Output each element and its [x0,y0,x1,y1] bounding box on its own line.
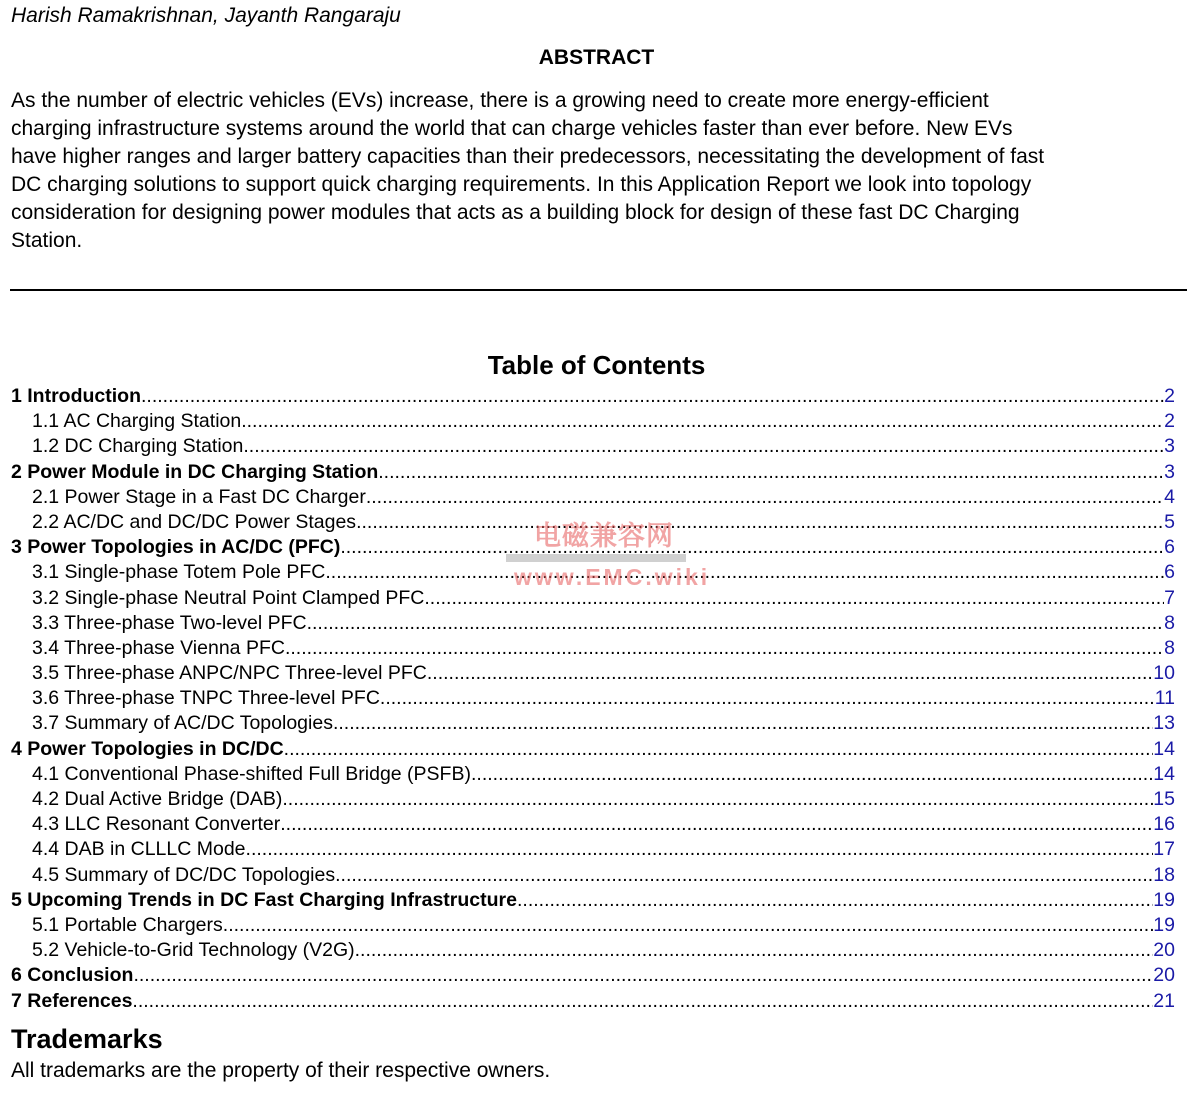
toc-leader-dots [355,939,1154,962]
abstract-line: have higher ranges and larger battery capacities than their predecessors, necessitating the development of fast [11,145,1045,168]
toc-entry-label[interactable]: 4.4 DAB in CLLLC Mode [32,838,246,861]
toc-leader-dots [427,662,1153,685]
toc-entry-label[interactable]: 6 Conclusion [11,964,134,987]
toc-leader-dots [517,889,1153,912]
toc-entry[interactable] [11,536,1175,561]
toc-entry-label[interactable]: 3.2 Single-phase Neutral Point Clamped PFC [32,586,425,609]
toc-entry-label[interactable]: 4.1 Conventional Phase-shifted Full Bridge (PSFB) [32,762,471,785]
toc-leader-dots [340,536,1164,559]
trademarks-heading: Trademarks [11,1024,163,1054]
toc-entry[interactable] [11,435,1175,460]
toc-entry[interactable] [11,990,1175,1015]
abstract-line: consideration for designing power modules that acts as a building block for design of these fast DC Charging [11,201,1020,224]
toc-entry-label[interactable]: 5 Upcoming Trends in DC Fast Charging Infrastructure [11,888,517,911]
section-divider [10,289,1187,291]
toc-entry-label[interactable]: 3.3 Three-phase Two-level PFC [32,611,307,634]
toc-page-link[interactable]: 6 [1164,536,1175,559]
toc-page-link[interactable]: 19 [1153,913,1175,936]
authors: Harish Ramakrishnan, Jayanth Rangaraju [11,4,401,27]
toc-entry[interactable] [11,939,1175,964]
toc-heading: Table of Contents [487,350,706,380]
toc-leader-dots [424,587,1164,610]
toc-leader-dots [141,385,1164,408]
toc-page-link[interactable]: 8 [1164,611,1175,634]
toc-entry[interactable] [11,612,1175,637]
toc-entry[interactable] [11,511,1175,536]
toc-leader-dots [223,914,1154,937]
toc-entry[interactable] [11,637,1175,662]
toc-leader-dots [241,410,1164,433]
toc-page-link[interactable]: 2 [1164,385,1175,407]
toc-page-link[interactable]: 20 [1153,939,1175,962]
toc-entry-label[interactable]: 2 Power Module in DC Charging Station [11,460,379,483]
watermark-url-text: www.EMC.wiki [514,564,711,590]
toc-entry[interactable] [11,486,1175,511]
toc-leader-dots [285,637,1164,660]
toc-entry[interactable] [11,385,1175,410]
toc-entry-label[interactable]: 4.2 Dual Active Bridge (DAB) [32,788,283,810]
toc-entry-label[interactable]: 1 Introduction [11,385,141,407]
toc-entry[interactable] [11,410,1175,435]
toc-entry[interactable] [11,813,1175,838]
toc-leader-dots [243,435,1164,458]
toc-page-link[interactable]: 4 [1164,485,1175,508]
toc-page-link[interactable]: 8 [1164,636,1175,659]
toc-page-link[interactable]: 15 [1153,788,1175,810]
toc-page-link[interactable]: 3 [1164,460,1175,483]
toc-page-link[interactable]: 5 [1164,510,1175,533]
toc-entry-label[interactable]: 3.5 Three-phase ANPC/NPC Three-level PFC [32,662,427,685]
toc-page-link[interactable]: 17 [1153,838,1175,861]
toc-page-link[interactable]: 10 [1153,662,1175,685]
toc-leader-dots [366,486,1164,509]
trademarks-body: All trademarks are the property of their respective owners. [11,1059,551,1082]
toc-entry[interactable] [11,712,1175,737]
toc-page-link[interactable]: 13 [1153,712,1175,735]
toc-entry-label[interactable]: 5.2 Vehicle-to-Grid Technology (V2G) [32,939,355,962]
toc-page-link[interactable]: 6 [1164,561,1175,584]
toc-entry[interactable] [11,788,1175,813]
toc-entry[interactable] [11,587,1175,612]
toc-entry-label[interactable]: 4.3 LLC Resonant Converter [32,813,281,836]
toc-entry[interactable] [11,964,1175,989]
abstract-body [11,87,1181,255]
toc-leader-dots [282,788,1153,811]
abstract-line: charging infrastructure systems around the world that can charge vehicles faster than ever before. New EVs [11,117,1013,140]
toc-entry-label[interactable]: 1.1 AC Charging Station [32,410,242,433]
toc-page-link[interactable]: 14 [1153,762,1175,785]
toc-page-link[interactable]: 7 [1164,586,1175,609]
toc-page-link[interactable]: 14 [1153,737,1175,760]
toc-entry-label[interactable]: 4.5 Summary of DC/DC Topologies [32,863,336,886]
table-of-contents [11,385,1175,1015]
toc-leader-dots [333,712,1153,735]
toc-page-link[interactable]: 18 [1153,863,1175,886]
toc-entry[interactable] [11,461,1175,486]
toc-entry-label[interactable]: 3 Power Topologies in AC/DC (PFC) [11,536,341,559]
toc-entry[interactable] [11,738,1175,763]
toc-entry-label[interactable]: 2.2 AC/DC and DC/DC Power Stages [32,510,357,533]
toc-leader-dots [307,612,1165,635]
toc-leader-dots [133,964,1153,987]
toc-entry[interactable] [11,561,1175,586]
toc-leader-dots [471,763,1153,786]
toc-entry-label[interactable]: 5.1 Portable Chargers [32,913,223,936]
toc-entry[interactable] [11,662,1175,687]
toc-leader-dots [356,511,1164,534]
abstract-line: As the number of electric vehicles (EVs) increase, there is a growing need to create more energy-efficient [11,89,989,112]
toc-page-link[interactable]: 2 [1164,410,1175,433]
toc-leader-dots [246,838,1154,861]
abstract-heading: ABSTRACT [538,46,655,69]
toc-leader-dots [132,990,1153,1013]
toc-entry-label[interactable]: 2.1 Power Stage in a Fast DC Charger [32,485,366,508]
toc-page-link[interactable]: 3 [1164,435,1175,458]
toc-leader-dots [280,813,1153,836]
abstract-line: Station. [11,229,83,252]
toc-page-link[interactable]: 16 [1153,813,1175,836]
toc-entry[interactable] [11,914,1175,939]
toc-leader-dots [378,461,1164,484]
toc-page-link[interactable]: 20 [1153,964,1175,987]
watermark-chinese-text: 电磁兼容网 [534,521,674,551]
toc-entry-label[interactable]: 1.2 DC Charging Station [32,435,244,458]
toc-entry-label[interactable]: 3.7 Summary of AC/DC Topologies [32,712,333,735]
toc-entry-label[interactable]: 4 Power Topologies in DC/DC [11,737,284,760]
toc-entry-label[interactable]: 3.4 Three-phase Vienna PFC [32,636,285,659]
toc-leader-dots [325,561,1164,584]
toc-entry[interactable] [11,864,1175,889]
toc-entry[interactable] [11,838,1175,863]
toc-entry[interactable] [11,889,1175,914]
abstract-line: DC charging solutions to support quick charging requirements. In this Application Report we look into topology [11,173,1032,196]
toc-entry-label[interactable]: 3.1 Single-phase Totem Pole PFC [32,561,326,584]
toc-entry-label[interactable]: 7 References [11,989,133,1012]
toc-entry[interactable] [11,687,1175,712]
toc-page-link[interactable]: 19 [1153,888,1175,911]
toc-leader-dots [335,864,1153,887]
toc-page-link[interactable]: 11 [1154,687,1175,710]
toc-entry[interactable] [11,763,1175,788]
toc-leader-dots [380,687,1155,710]
toc-leader-dots [284,738,1154,761]
toc-entry-label[interactable]: 3.6 Three-phase TNPC Three-level PFC [32,687,380,710]
toc-page-link[interactable]: 21 [1153,989,1175,1012]
